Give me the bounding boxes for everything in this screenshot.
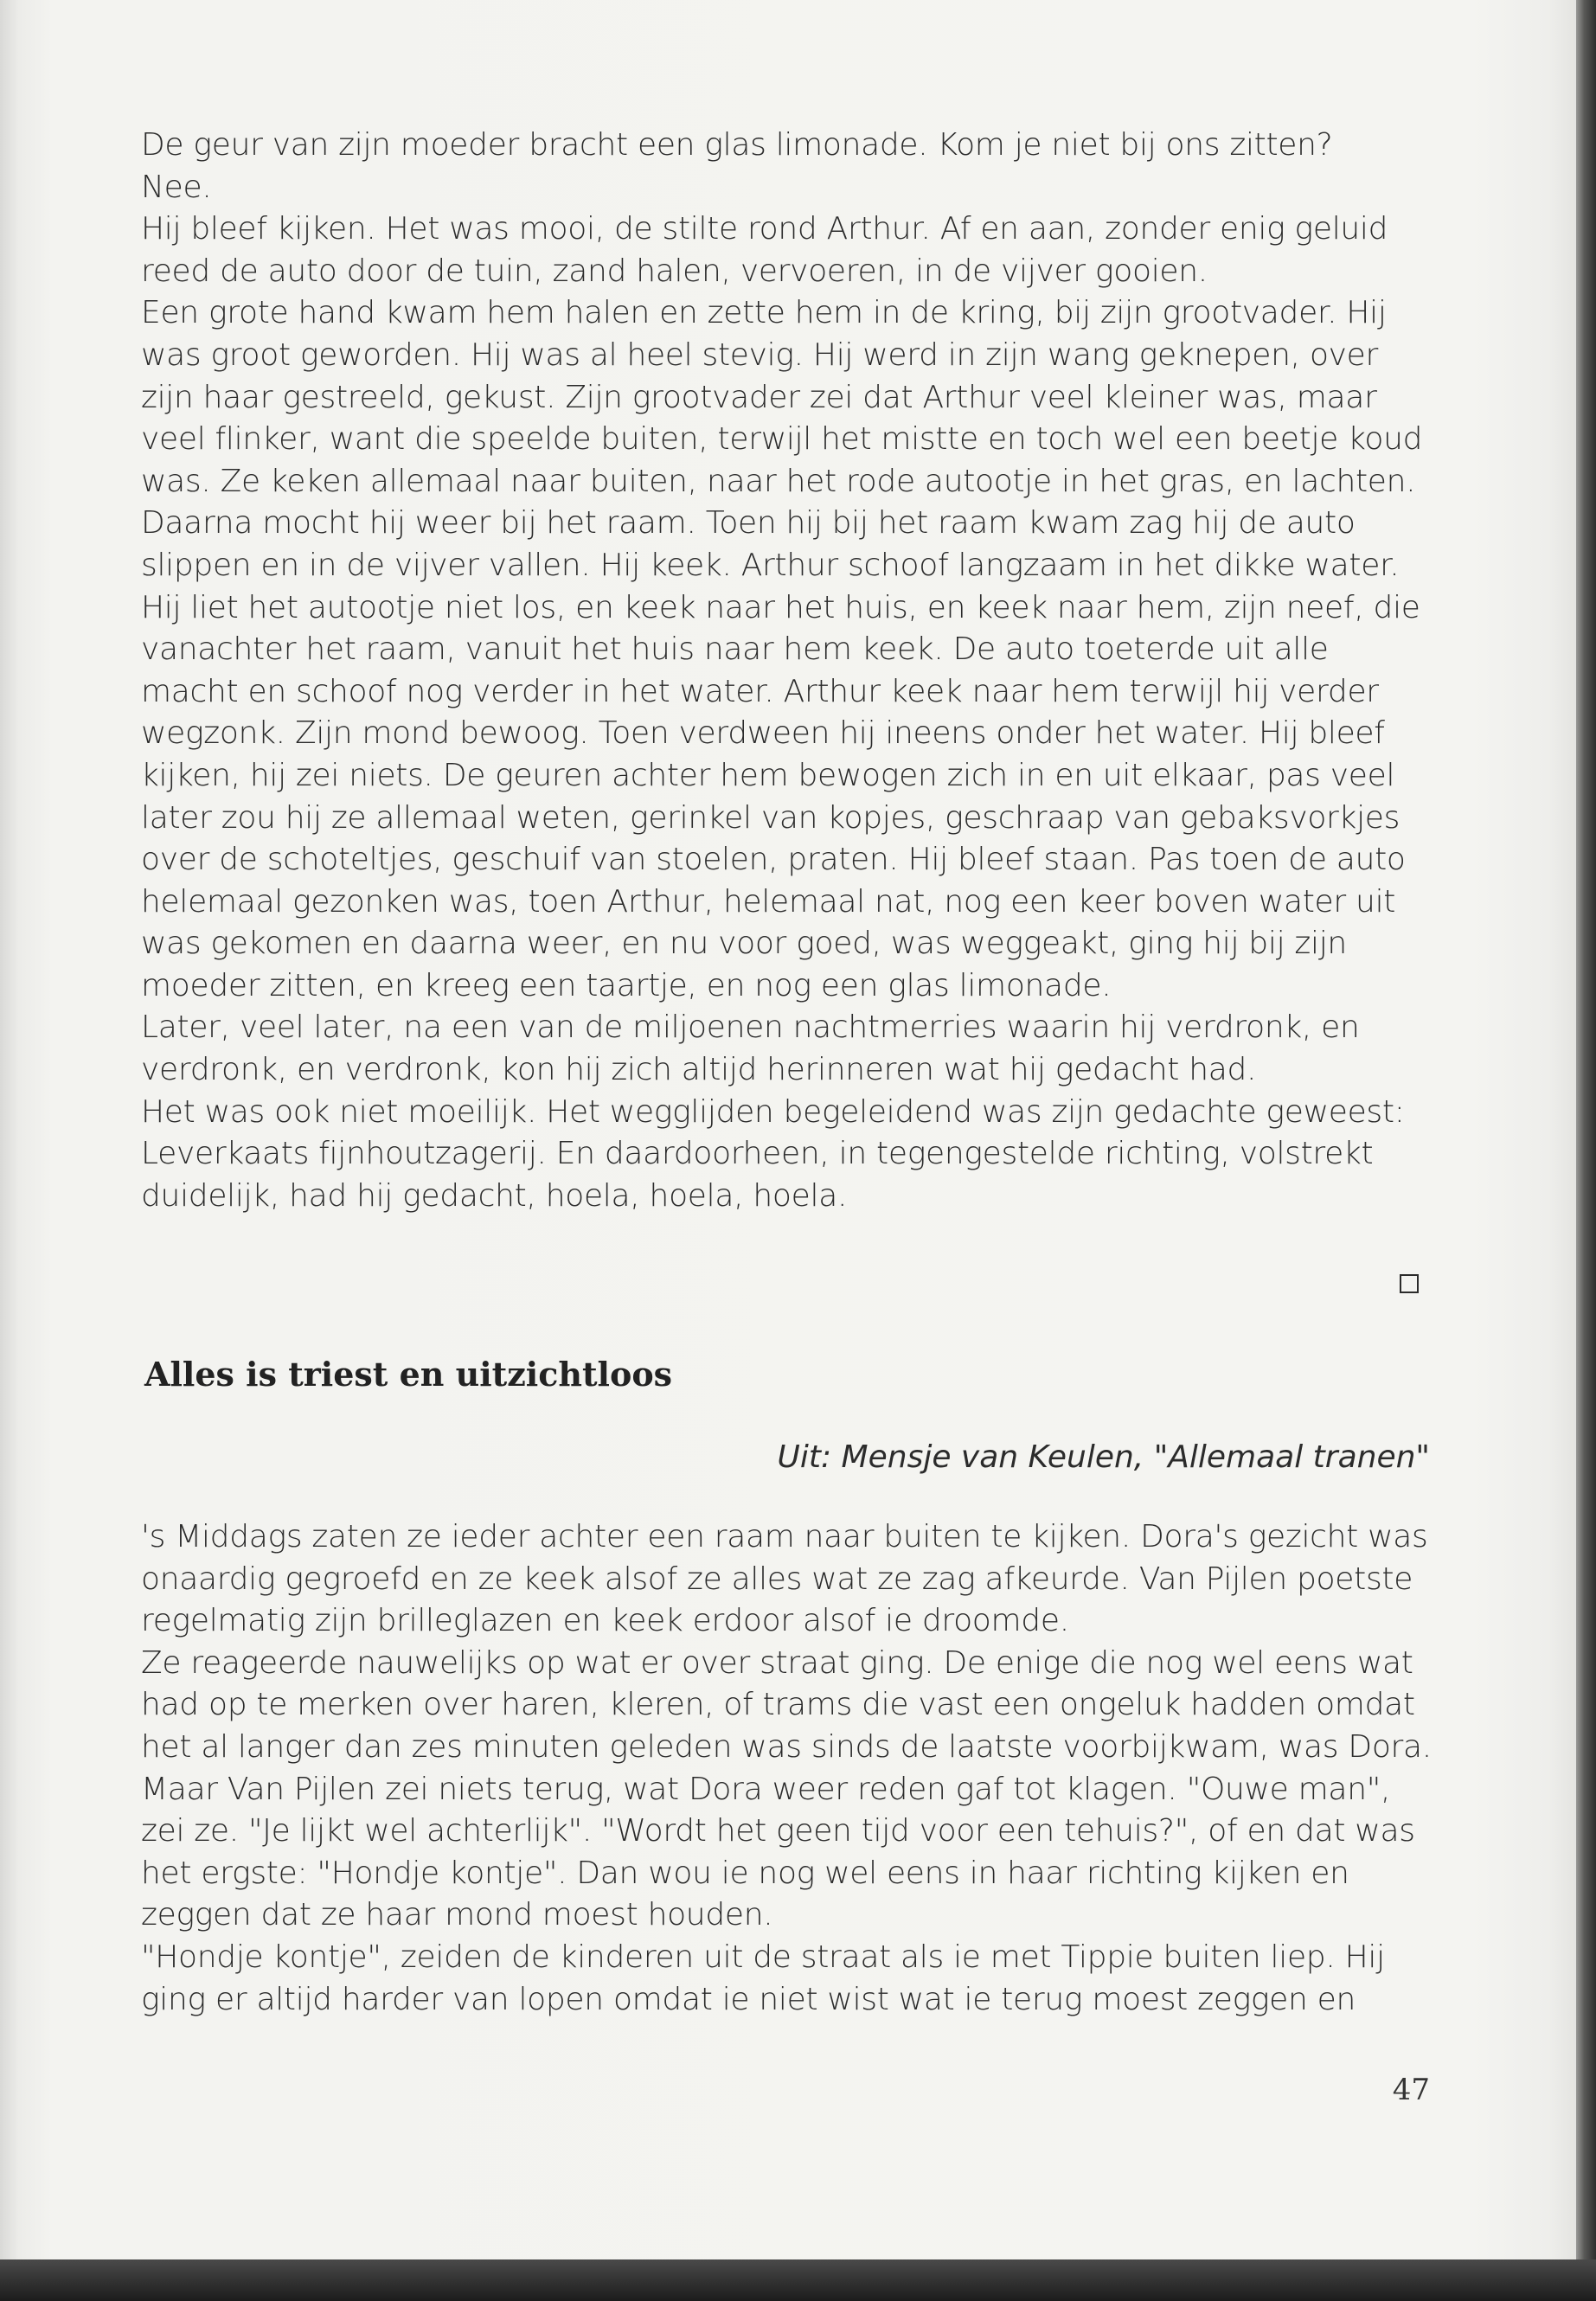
paragraph: De geur van zijn moeder bracht een glas limonade. Kom je niet bij ons zitten? [141, 127, 1333, 163]
paragraph: "Hondje kontje", zeiden de kinderen uit de straat als ie met Tippie buiten liep. Hij ging er altijd harder van lopen omdat ie niet wist wat ie terug moest zeggen en [141, 1939, 1385, 2017]
source-attribution: Uit: Mensje van Keulen, "Allemaal tranen" [777, 1439, 1430, 1475]
section-heading: Alles is triest en uitzichtloos [144, 1355, 673, 1394]
scan-bottom-edge [0, 2259, 1596, 2301]
paragraph: Maar Van Pijlen zei niets terug, wat Dora weer reden gaf tot klagen. "Ouwe man", zei ze. "Je lijkt wel achterlijk". "Wordt het geen tijd voor een tehuis?", of en dat was het ergste: "Hondje kontje". Dan wou ie nog wel eens in haar richting kijken en zeggen dat ze haar mond moest houden. [141, 1771, 1415, 1933]
end-of-story-square-icon [1400, 1274, 1419, 1293]
story-excerpt [141, 1516, 1433, 2021]
paragraph: 's Middags zaten ze ieder achter een raam naar buiten te kijken. Dora's gezicht was onaardig gegroefd en ze keek alsof ze alles wat ze zag afkeurde. Van Pijlen poetste regelmatig zijn brilleglazen en keek erdoor alsof ie droomde. [141, 1519, 1428, 1639]
paragraph: Een grote hand kwam hem halen en zette hem in de kring, bij zijn grootvader. Hij was groot geworden. Hij was al heel stevig. Hij werd in zijn wang geknepen, over zijn haar gestreeld, gekust. Zijn grootvader zei dat Arthur veel kleiner was, maar veel flinker, want die speelde buiten, terwijl het mistte en toch wel een beetje koud was. Ze keken allemaal naar buiten, naar het rode autootje in het gras, en lachten. Daarna mocht hij weer bij het raam. Toen hij bij het raam kwam zag hij de auto slippen en in de vijver vallen. Hij keek. Arthur schoof langzaam in het dikke water. Hij liet het autootje niet los, en keek naar het huis, en keek naar hem, zijn neef, die vanachter het raam, vanuit het huis naar hem keek. De auto toeterde uit alle macht en schoof nog verder in het water. Arthur keek naar hem terwijl hij verder wegzonk. Zijn mond bewoog. Toen verdween hij ineens onder het water. Hij bleef kijken, hij zei niets. De geuren achter hem bewogen zich in en uit elkaar, pas veel later zou hij ze allemaal weten, gerinkel van kopjes, geschraap van gebaksvorkjes over de schoteltjes, geschuif van stoelen, praten. Hij bleef staan. Pas toen de auto helemaal gezonken was, toen Arthur, helemaal nat, nog een keer boven water uit was gekomen en daarna weer, en nu voor goed, was weggeakt, ging hij bij zijn moeder zitten, en kreeg een taartje, en nog een glas limonade. [141, 295, 1423, 1003]
page-number: 47 [1392, 2073, 1430, 2107]
paragraph: Hij bleef kijken. Het was mooi, de stilte rond Arthur. Af en aan, zonder enig geluid reed de auto door de tuin, zand halen, vervoeren, in de vijver gooien. [141, 211, 1388, 289]
paragraph: Later, veel later, na een van de miljoenen nachtmerries waarin hij verdronk, en verdronk, en verdronk, kon hij zich altijd herinneren wat hij gedacht had. [141, 1009, 1360, 1088]
paragraph: Nee. [141, 169, 212, 205]
paragraph: Het was ook niet moeilijk. Het wegglijden begeleidend was zijn gedachte geweest: Leverkaats fijnhoutzagerij. En daardoorheen, in tegengestelde richting, volstrekt duidelijk, had hij gedacht, hoela, hoela, hoela. [141, 1093, 1405, 1214]
story-continuation [141, 125, 1433, 1217]
paragraph: Ze reageerde nauwelijks op wat er over straat ging. De enige die nog wel eens wat had op te merken over haren, kleren, of trams die vast een ongeluk hadden omdat het al langer dan zes minuten geleden was sinds de laatste voorbijkwam, was Dora. [141, 1644, 1432, 1765]
page-edge-shadow [1576, 0, 1596, 2259]
